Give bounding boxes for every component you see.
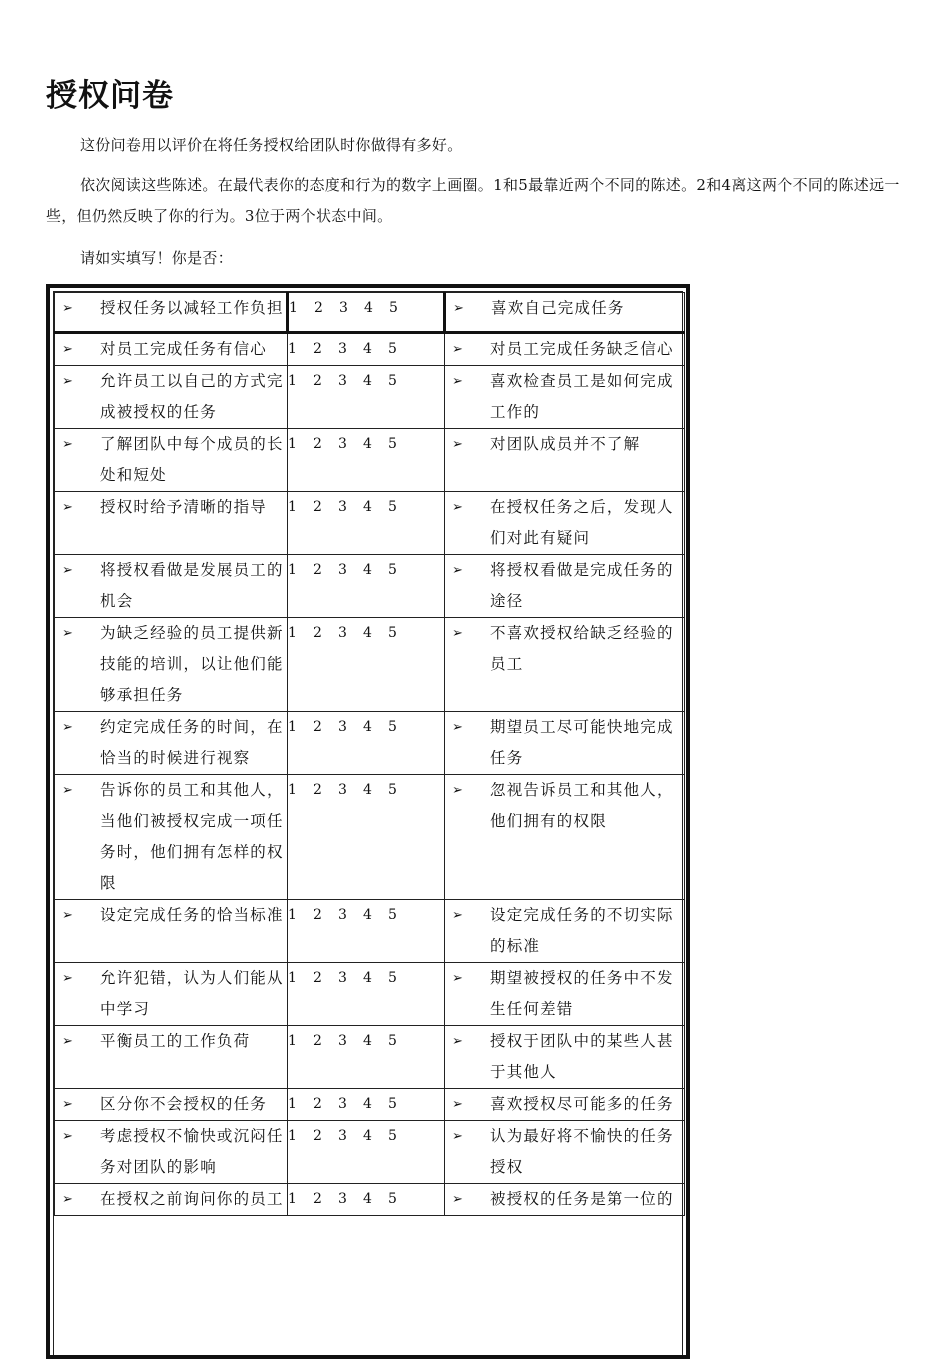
questionnaire-row bbox=[55, 963, 685, 1026]
arrow-bullet-icon: ➢ bbox=[453, 301, 466, 316]
rating-option-5[interactable]: 5 bbox=[389, 300, 400, 316]
rating-option-2[interactable]: 2 bbox=[313, 625, 324, 641]
rating-scale-cell bbox=[288, 366, 445, 429]
left-statement-cell bbox=[55, 963, 288, 1026]
rating-scale bbox=[288, 334, 444, 365]
right-statement-cell bbox=[445, 775, 685, 900]
rating-option-2[interactable]: 2 bbox=[313, 782, 324, 798]
right-statement: 设定完成任务的不切实际的标准 bbox=[490, 906, 674, 955]
rating-option-3[interactable]: 3 bbox=[338, 373, 349, 389]
rating-option-3[interactable]: 3 bbox=[338, 719, 349, 735]
rating-option-5[interactable]: 5 bbox=[388, 970, 399, 986]
rating-option-1[interactable]: 1 bbox=[288, 907, 299, 923]
rating-scale bbox=[288, 555, 444, 586]
left-statement: 平衡员工的工作负荷 bbox=[100, 1032, 251, 1050]
left-statement: 允许员工以自己的方式完成被授权的任务 bbox=[100, 372, 284, 421]
right-statement: 忽视告诉员工和其他人，他们拥有的权限 bbox=[490, 781, 674, 830]
arrow-bullet-icon: ➢ bbox=[62, 1129, 75, 1144]
questionnaire-row bbox=[55, 1089, 685, 1121]
rating-scale bbox=[289, 293, 443, 324]
rating-option-1[interactable]: 1 bbox=[288, 782, 299, 798]
left-statement-cell bbox=[55, 1121, 288, 1184]
rating-option-1[interactable]: 1 bbox=[288, 719, 299, 735]
rating-option-2[interactable]: 2 bbox=[313, 719, 324, 735]
left-statement-cell bbox=[55, 900, 288, 963]
arrow-bullet-icon: ➢ bbox=[452, 1129, 465, 1144]
left-statement-cell bbox=[55, 1026, 288, 1089]
right-statement-cell bbox=[445, 492, 685, 555]
rating-option-5[interactable]: 5 bbox=[388, 1096, 399, 1112]
questionnaire-row bbox=[55, 366, 685, 429]
arrow-bullet-icon: ➢ bbox=[62, 301, 75, 316]
intro-paragraph: 这份问卷用以评价在将任务授权给团队时你做得有多好。 bbox=[80, 136, 463, 154]
rating-option-2[interactable]: 2 bbox=[313, 907, 324, 923]
rating-scale-cell bbox=[288, 555, 445, 618]
rating-option-2[interactable]: 2 bbox=[313, 1096, 324, 1112]
right-statement-cell bbox=[445, 1121, 685, 1184]
rating-scale-cell bbox=[288, 712, 445, 775]
rating-scale bbox=[288, 900, 444, 931]
left-statement: 设定完成任务的恰当标准 bbox=[100, 906, 284, 924]
questionnaire-row bbox=[55, 900, 685, 963]
rating-option-2[interactable]: 2 bbox=[313, 1033, 324, 1049]
right-statement: 对团队成员并不了解 bbox=[490, 435, 641, 453]
right-statement: 喜欢授权尽可能多的任务 bbox=[490, 1095, 674, 1113]
rating-scale bbox=[288, 492, 444, 523]
right-statement: 期望被授权的任务中不发生任何差错 bbox=[490, 969, 674, 1018]
rating-option-4[interactable]: 4 bbox=[363, 499, 374, 515]
right-statement-cell bbox=[445, 429, 685, 492]
arrow-bullet-icon: ➢ bbox=[62, 1097, 75, 1112]
rating-option-4[interactable]: 4 bbox=[363, 373, 374, 389]
rating-scale-cell bbox=[288, 618, 445, 712]
rating-option-3[interactable]: 3 bbox=[338, 970, 349, 986]
arrow-bullet-icon: ➢ bbox=[62, 626, 75, 641]
questionnaire-table bbox=[46, 284, 690, 1359]
arrow-bullet-icon: ➢ bbox=[452, 1034, 465, 1049]
rating-option-1[interactable]: 1 bbox=[288, 499, 299, 515]
left-statement: 了解团队中每个成员的长处和短处 bbox=[100, 435, 284, 484]
questionnaire-row bbox=[55, 618, 685, 712]
questionnaire-row bbox=[55, 1121, 685, 1184]
arrow-bullet-icon: ➢ bbox=[62, 500, 75, 515]
rating-option-2[interactable]: 2 bbox=[313, 373, 324, 389]
rating-option-1[interactable]: 1 bbox=[288, 1128, 299, 1144]
arrow-bullet-icon: ➢ bbox=[62, 971, 75, 986]
right-statement-cell bbox=[445, 555, 685, 618]
questionnaire-row bbox=[55, 1184, 685, 1216]
right-statement-cell bbox=[445, 1089, 685, 1121]
questionnaire-row bbox=[55, 333, 685, 366]
rating-option-2[interactable]: 2 bbox=[313, 499, 324, 515]
rating-scale-cell bbox=[288, 293, 445, 333]
rating-option-4[interactable]: 4 bbox=[363, 970, 374, 986]
arrow-bullet-icon: ➢ bbox=[62, 342, 75, 357]
rating-option-3[interactable]: 3 bbox=[338, 1128, 349, 1144]
right-statement: 授权于团队中的某些人甚于其他人 bbox=[490, 1032, 674, 1081]
right-statement-cell bbox=[445, 366, 685, 429]
arrow-bullet-icon: ➢ bbox=[62, 720, 75, 735]
rating-option-5[interactable]: 5 bbox=[388, 625, 399, 641]
rating-option-5[interactable]: 5 bbox=[388, 907, 399, 923]
left-statement-cell bbox=[55, 1089, 288, 1121]
left-statement-cell bbox=[55, 555, 288, 618]
rating-scale bbox=[288, 1026, 444, 1057]
left-statement: 区分你不会授权的任务 bbox=[100, 1095, 268, 1113]
rating-option-5[interactable]: 5 bbox=[388, 499, 399, 515]
rating-option-1[interactable]: 1 bbox=[288, 562, 299, 578]
prompt-paragraph: 请如实填写！你是否： bbox=[80, 249, 234, 267]
arrow-bullet-icon: ➢ bbox=[452, 626, 465, 641]
arrow-bullet-icon: ➢ bbox=[452, 783, 465, 798]
rating-scale bbox=[288, 775, 444, 806]
rating-option-1[interactable]: 1 bbox=[288, 625, 299, 641]
rating-option-1[interactable]: 1 bbox=[289, 300, 300, 316]
left-statement-cell bbox=[55, 712, 288, 775]
rating-option-1[interactable]: 1 bbox=[288, 1096, 299, 1112]
left-statement-cell bbox=[55, 366, 288, 429]
right-statement: 喜欢自己完成任务 bbox=[491, 299, 625, 317]
questionnaire-row bbox=[55, 712, 685, 775]
left-statement: 约定完成任务的时间，在恰当的时候进行视察 bbox=[100, 718, 284, 767]
left-statement-cell bbox=[55, 618, 288, 712]
right-statement: 在授权任务之后，发现人们对此有疑问 bbox=[490, 498, 674, 547]
right-statement: 喜欢检查员工是如何完成工作的 bbox=[490, 372, 674, 421]
questionnaire-row bbox=[55, 1026, 685, 1089]
rating-option-3[interactable]: 3 bbox=[338, 782, 349, 798]
rating-scale bbox=[288, 1184, 444, 1215]
arrow-bullet-icon: ➢ bbox=[62, 1192, 75, 1207]
right-statement: 被授权的任务是第一位的 bbox=[490, 1190, 674, 1208]
questionnaire-row bbox=[55, 429, 685, 492]
rating-option-4[interactable]: 4 bbox=[363, 1096, 374, 1112]
rating-scale-cell bbox=[288, 492, 445, 555]
rating-option-4[interactable]: 4 bbox=[363, 1128, 374, 1144]
rating-scale bbox=[288, 1121, 444, 1152]
arrow-bullet-icon: ➢ bbox=[452, 437, 465, 452]
rating-option-2[interactable]: 2 bbox=[313, 341, 324, 357]
rating-option-1[interactable]: 1 bbox=[288, 970, 299, 986]
rating-option-3[interactable]: 3 bbox=[338, 436, 349, 452]
arrow-bullet-icon: ➢ bbox=[62, 783, 75, 798]
rating-option-5[interactable]: 5 bbox=[388, 1128, 399, 1144]
rating-scale bbox=[288, 712, 444, 743]
left-statement: 将授权看做是发展员工的机会 bbox=[100, 561, 284, 610]
left-statement-cell bbox=[55, 492, 288, 555]
arrow-bullet-icon: ➢ bbox=[452, 563, 465, 578]
left-statement: 在授权之前询问你的员工 bbox=[100, 1190, 284, 1208]
rating-option-4[interactable]: 4 bbox=[363, 782, 374, 798]
rating-option-4[interactable]: 4 bbox=[363, 341, 374, 357]
rating-option-2[interactable]: 2 bbox=[313, 562, 324, 578]
right-statement: 期望员工尽可能快地完成任务 bbox=[490, 718, 674, 767]
arrow-bullet-icon: ➢ bbox=[452, 1097, 465, 1112]
rating-scale-cell bbox=[288, 1089, 445, 1121]
rating-option-3[interactable]: 3 bbox=[338, 625, 349, 641]
arrow-bullet-icon: ➢ bbox=[62, 563, 75, 578]
rating-scale-cell bbox=[288, 1184, 445, 1216]
rating-option-5[interactable]: 5 bbox=[388, 341, 399, 357]
rating-option-3[interactable]: 3 bbox=[338, 341, 349, 357]
rating-scale-cell bbox=[288, 1026, 445, 1089]
rating-scale-cell bbox=[288, 963, 445, 1026]
rating-option-3[interactable]: 3 bbox=[338, 562, 349, 578]
arrow-bullet-icon: ➢ bbox=[452, 1192, 465, 1207]
left-statement-cell bbox=[55, 775, 288, 900]
left-statement: 授权时给予清晰的指导 bbox=[100, 498, 268, 516]
rating-scale-cell bbox=[288, 333, 445, 366]
rating-option-1[interactable]: 1 bbox=[288, 1191, 299, 1207]
right-statement-cell bbox=[445, 963, 685, 1026]
rating-option-4[interactable]: 4 bbox=[363, 625, 374, 641]
rating-option-2[interactable]: 2 bbox=[313, 1191, 324, 1207]
questionnaire-grid bbox=[54, 292, 685, 1216]
rating-option-4[interactable]: 4 bbox=[363, 562, 374, 578]
rating-option-5[interactable]: 5 bbox=[388, 782, 399, 798]
rating-option-4[interactable]: 4 bbox=[363, 1191, 374, 1207]
right-statement-cell bbox=[445, 333, 685, 366]
rating-scale bbox=[288, 429, 444, 460]
left-statement: 允许犯错，认为人们能从中学习 bbox=[100, 969, 284, 1018]
rating-option-5[interactable]: 5 bbox=[388, 562, 399, 578]
rating-scale bbox=[288, 618, 444, 649]
arrow-bullet-icon: ➢ bbox=[452, 342, 465, 357]
right-statement-cell bbox=[445, 618, 685, 712]
rating-scale bbox=[288, 366, 444, 397]
arrow-bullet-icon: ➢ bbox=[62, 1034, 75, 1049]
rating-option-1[interactable]: 1 bbox=[288, 373, 299, 389]
rating-option-5[interactable]: 5 bbox=[388, 373, 399, 389]
rating-option-4[interactable]: 4 bbox=[363, 1033, 374, 1049]
left-statement: 授权任务以减轻工作负担 bbox=[100, 299, 284, 317]
rating-option-1[interactable]: 1 bbox=[288, 1033, 299, 1049]
rating-option-5[interactable]: 5 bbox=[388, 719, 399, 735]
right-statement-cell bbox=[445, 1184, 685, 1216]
rating-option-3[interactable]: 3 bbox=[339, 300, 350, 316]
arrow-bullet-icon: ➢ bbox=[452, 908, 465, 923]
arrow-bullet-icon: ➢ bbox=[452, 720, 465, 735]
rating-option-1[interactable]: 1 bbox=[288, 436, 299, 452]
left-statement-cell bbox=[55, 293, 288, 333]
rating-option-4[interactable]: 4 bbox=[364, 300, 375, 316]
rating-scale-cell bbox=[288, 900, 445, 963]
rating-option-2[interactable]: 2 bbox=[313, 970, 324, 986]
right-statement-cell bbox=[445, 712, 685, 775]
rating-option-3[interactable]: 3 bbox=[338, 1096, 349, 1112]
arrow-bullet-icon: ➢ bbox=[452, 374, 465, 389]
arrow-bullet-icon: ➢ bbox=[62, 437, 75, 452]
rating-option-3[interactable]: 3 bbox=[338, 499, 349, 515]
rating-option-3[interactable]: 3 bbox=[338, 1033, 349, 1049]
questionnaire-row bbox=[55, 293, 685, 333]
rating-option-3[interactable]: 3 bbox=[338, 907, 349, 923]
right-statement: 认为最好将不愉快的任务授权 bbox=[490, 1127, 674, 1176]
rating-option-4[interactable]: 4 bbox=[363, 436, 374, 452]
questionnaire-row bbox=[55, 492, 685, 555]
instructions-paragraph: 依次阅读这些陈述。在最代表你的态度和行为的数字上画圈。1和5最靠近两个不同的陈述。2和4离这两个不同的陈述远一些，但仍然反映了你的行为。3位于两个状态中间。 bbox=[46, 176, 900, 225]
left-statement-cell bbox=[55, 429, 288, 492]
left-statement: 为缺乏经验的员工提供新技能的培训，以让他们能够承担任务 bbox=[100, 624, 284, 704]
rating-option-1[interactable]: 1 bbox=[288, 341, 299, 357]
arrow-bullet-icon: ➢ bbox=[62, 908, 75, 923]
rating-scale-cell bbox=[288, 1121, 445, 1184]
rating-scale-cell bbox=[288, 429, 445, 492]
rating-option-3[interactable]: 3 bbox=[338, 1191, 349, 1207]
rating-option-2[interactable]: 2 bbox=[314, 300, 325, 316]
rating-option-4[interactable]: 4 bbox=[363, 719, 374, 735]
left-statement-cell bbox=[55, 333, 288, 366]
questionnaire-row bbox=[55, 775, 685, 900]
right-statement-cell bbox=[445, 1026, 685, 1089]
questionnaire-row bbox=[55, 555, 685, 618]
rating-option-5[interactable]: 5 bbox=[388, 436, 399, 452]
page-title: 授权问卷 bbox=[46, 78, 174, 114]
rating-option-5[interactable]: 5 bbox=[388, 1033, 399, 1049]
arrow-bullet-icon: ➢ bbox=[452, 971, 465, 986]
rating-scale bbox=[288, 1089, 444, 1120]
right-statement: 对员工完成任务缺乏信心 bbox=[490, 340, 674, 358]
left-statement: 告诉你的员工和其他人，当他们被授权完成一项任务时，他们拥有怎样的权限 bbox=[100, 781, 284, 892]
rating-option-2[interactable]: 2 bbox=[313, 1128, 324, 1144]
rating-option-2[interactable]: 2 bbox=[313, 436, 324, 452]
arrow-bullet-icon: ➢ bbox=[452, 500, 465, 515]
rating-scale-cell bbox=[288, 775, 445, 900]
left-statement-cell bbox=[55, 1184, 288, 1216]
left-statement: 考虑授权不愉快或沉闷任务对团队的影响 bbox=[100, 1127, 284, 1176]
right-statement: 将授权看做是完成任务的途径 bbox=[490, 561, 674, 610]
right-statement-cell bbox=[445, 900, 685, 963]
rating-option-4[interactable]: 4 bbox=[363, 907, 374, 923]
right-statement: 不喜欢授权给缺乏经验的员工 bbox=[490, 624, 674, 673]
left-statement: 对员工完成任务有信心 bbox=[100, 340, 268, 358]
rating-option-5[interactable]: 5 bbox=[388, 1191, 399, 1207]
arrow-bullet-icon: ➢ bbox=[62, 374, 75, 389]
rating-scale bbox=[288, 963, 444, 994]
right-statement-cell bbox=[445, 293, 685, 333]
